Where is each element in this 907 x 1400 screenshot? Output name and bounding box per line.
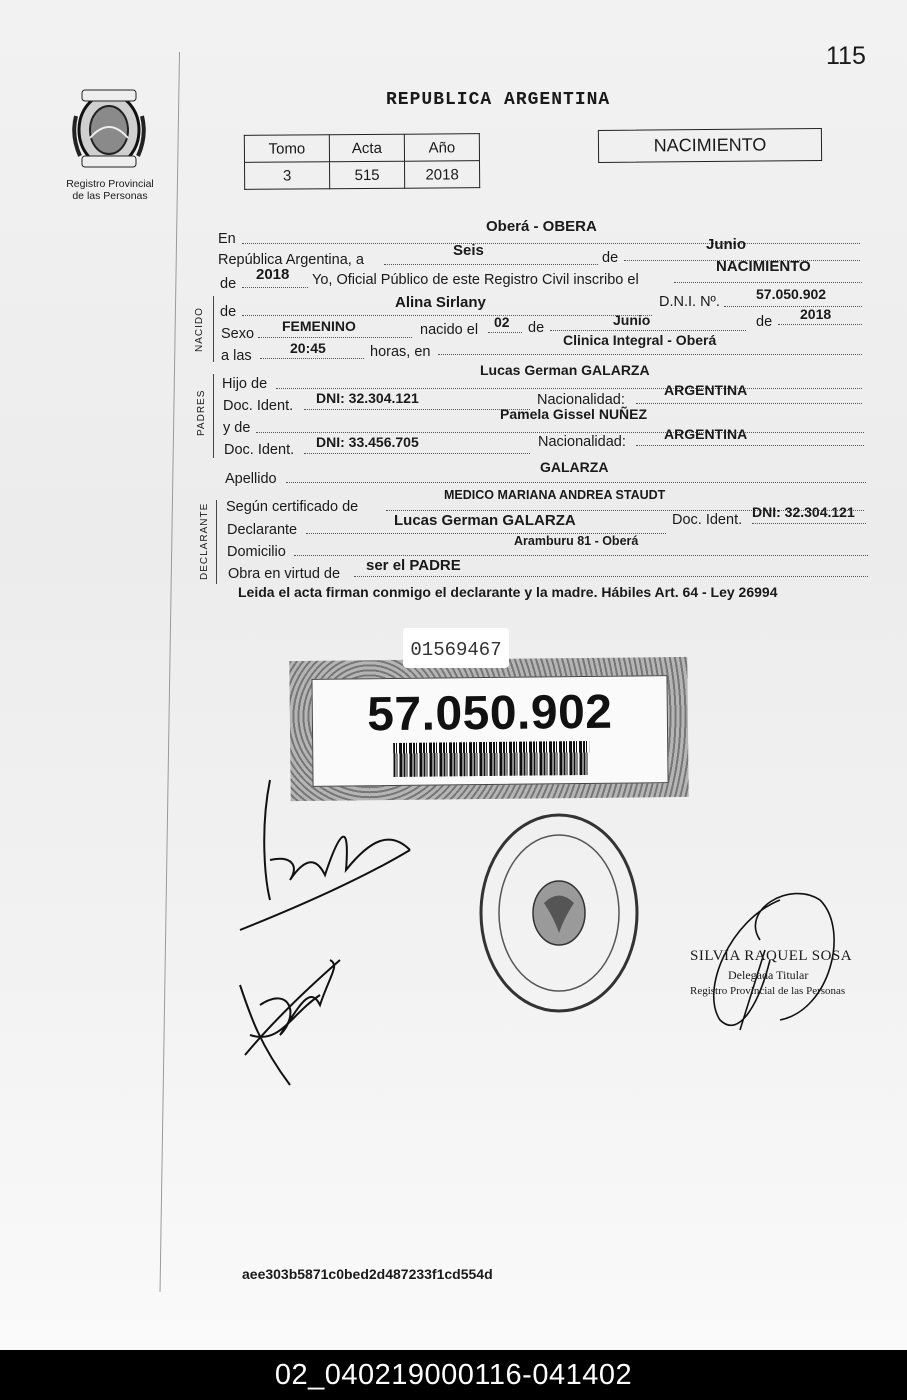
scan-footer-bar: [0, 1350, 907, 1400]
nacido-section-label: NACIDO: [194, 307, 205, 352]
tomo-value: 3: [245, 162, 330, 190]
sticker-serial-number: 01569467: [403, 628, 509, 668]
acta-value: 515: [330, 161, 405, 189]
nacionalidad-label-2: Nacionalidad:: [538, 434, 626, 450]
de-label-3: de: [528, 320, 545, 336]
virtud-label: Obra en virtud de: [228, 566, 341, 582]
mother-name: Pamela Gissel NUÑEZ: [500, 406, 648, 422]
dotted-line: [286, 482, 866, 483]
dotted-line: [550, 330, 746, 331]
birth-day: 02: [494, 314, 510, 330]
birth-time: 20:45: [290, 340, 326, 356]
dotted-line: [258, 337, 412, 338]
nacido-de-label: de: [220, 304, 237, 320]
sexo-label: Sexo: [221, 326, 255, 342]
signer-organization: Registro Provincial de las Personas: [690, 985, 846, 997]
dni-card-number: 57.050.902: [366, 685, 613, 742]
mother-doc: DNI: 33.456.705: [316, 434, 419, 450]
de-label: de: [602, 250, 619, 266]
mother-signature: [230, 955, 350, 1095]
dotted-line: [438, 354, 862, 355]
child-dni: 57.050.902: [756, 286, 827, 302]
doc-ident-label-3: Doc. Ident.: [672, 512, 743, 528]
de-label-2: de: [220, 276, 237, 292]
mother-nationality: ARGENTINA: [664, 426, 748, 442]
intro-day: Seis: [453, 242, 484, 259]
dotted-line: [242, 287, 308, 288]
republica-label: República Argentina, a: [218, 252, 364, 268]
birth-month: Junio: [613, 312, 651, 328]
misiones-emblem-logo: [68, 86, 150, 176]
en-label: En: [218, 231, 236, 247]
dotted-line: [354, 576, 868, 577]
registry-seal-stamp: [474, 808, 644, 1018]
dotted-line: [636, 445, 864, 446]
declarant-signature: [230, 770, 430, 970]
birth-place: Clinica Integral - Oberá: [563, 332, 717, 348]
father-nationality: ARGENTINA: [664, 382, 748, 398]
document-title: REPUBLICA ARGENTINA: [386, 90, 611, 110]
closing-text: Leida el acta firman conmigo el declarante y la madre. Hábiles Art. 64 - Ley 26994: [238, 584, 778, 600]
inscribo-label: Yo, Oficial Público de este Registro Civil inscribo el: [312, 272, 639, 288]
dotted-line: [752, 523, 866, 524]
apellido-value: GALARZA: [540, 459, 609, 475]
intro-place: Oberá - OBERA: [486, 218, 597, 235]
tomo-header: Tomo: [244, 135, 329, 163]
father-name: Lucas German GALARZA: [480, 362, 650, 378]
doc-ident-label: Doc. Ident.: [223, 398, 294, 414]
a-las-label: a las: [221, 348, 252, 364]
dotted-line: [636, 403, 862, 404]
dotted-line: [304, 453, 530, 454]
apellido-label: Apellido: [225, 471, 277, 487]
section-rule: [213, 296, 214, 362]
nacido-el-label: nacido el: [420, 322, 479, 338]
nacionalidad-label: Nacionalidad:: [537, 392, 625, 408]
certificado-label: Según certificado de: [226, 499, 359, 515]
dotted-line: [242, 243, 860, 244]
section-rule: [216, 500, 217, 584]
dotted-line: [488, 332, 522, 333]
dotted-line: [384, 264, 598, 265]
intro-month: Junio: [706, 236, 746, 253]
logo-caption-line2: de las Personas: [72, 190, 148, 202]
anio-header: Año: [404, 134, 479, 162]
declarant-address: Aramburu 81 - Oberá: [514, 534, 639, 548]
signer-role: Delegada Titular: [728, 968, 809, 982]
record-type-box: NACIMIENTO: [598, 128, 822, 163]
logo-caption: [50, 178, 170, 202]
horas-label: horas, en: [370, 344, 431, 360]
logo-caption-line1: Registro Provincial: [66, 178, 154, 190]
dotted-line: [778, 324, 862, 325]
padres-section-label: PADRES: [196, 389, 207, 436]
child-name: Alina Sirlany: [395, 294, 486, 311]
dotted-line: [294, 555, 868, 556]
intro-year: 2018: [256, 266, 290, 283]
declarant-doc: DNI: 32.304.121: [752, 504, 855, 520]
anio-value: 2018: [404, 161, 479, 189]
declarant-name: Lucas German GALARZA: [394, 512, 576, 529]
dotted-line: [256, 432, 864, 433]
doc-ident-label-2: Doc. Ident.: [224, 442, 295, 458]
dni-label: D.N.I. Nº.: [659, 294, 720, 310]
document-hash: aee303b5871c0bed2d487233f1cd554d: [242, 1266, 493, 1282]
father-doc: DNI: 32.304.121: [316, 390, 419, 406]
certificate-issuer: MEDICO MARIANA ANDREA STAUDT: [444, 488, 666, 502]
signer-name: SILVIA RAQUEL SOSA: [690, 948, 853, 964]
declarante-label: Declarante: [227, 522, 298, 538]
dotted-line: [260, 358, 364, 359]
intro-event: NACIMIENTO: [716, 258, 811, 275]
dotted-line: [242, 315, 652, 316]
acta-header: Acta: [329, 134, 404, 162]
domicilio-label: Domicilio: [227, 544, 286, 560]
dotted-line: [276, 388, 862, 389]
child-sex: FEMENINO: [282, 318, 356, 334]
dotted-line: [724, 306, 862, 307]
y-de-label: y de: [223, 420, 251, 436]
de-label-4: de: [756, 314, 773, 330]
footer-id: 02_040219000116-041402: [274, 1358, 633, 1391]
declarante-section-label: DECLARANTE: [199, 502, 210, 580]
section-rule: [213, 374, 214, 458]
dotted-line: [674, 282, 862, 283]
dotted-line: [304, 409, 530, 410]
hijo-de-label: Hijo de: [222, 376, 268, 392]
birth-year: 2018: [800, 306, 832, 322]
register-table: [244, 133, 480, 190]
page-number: 115: [826, 42, 866, 70]
declarant-relation: ser el PADRE: [366, 557, 461, 574]
